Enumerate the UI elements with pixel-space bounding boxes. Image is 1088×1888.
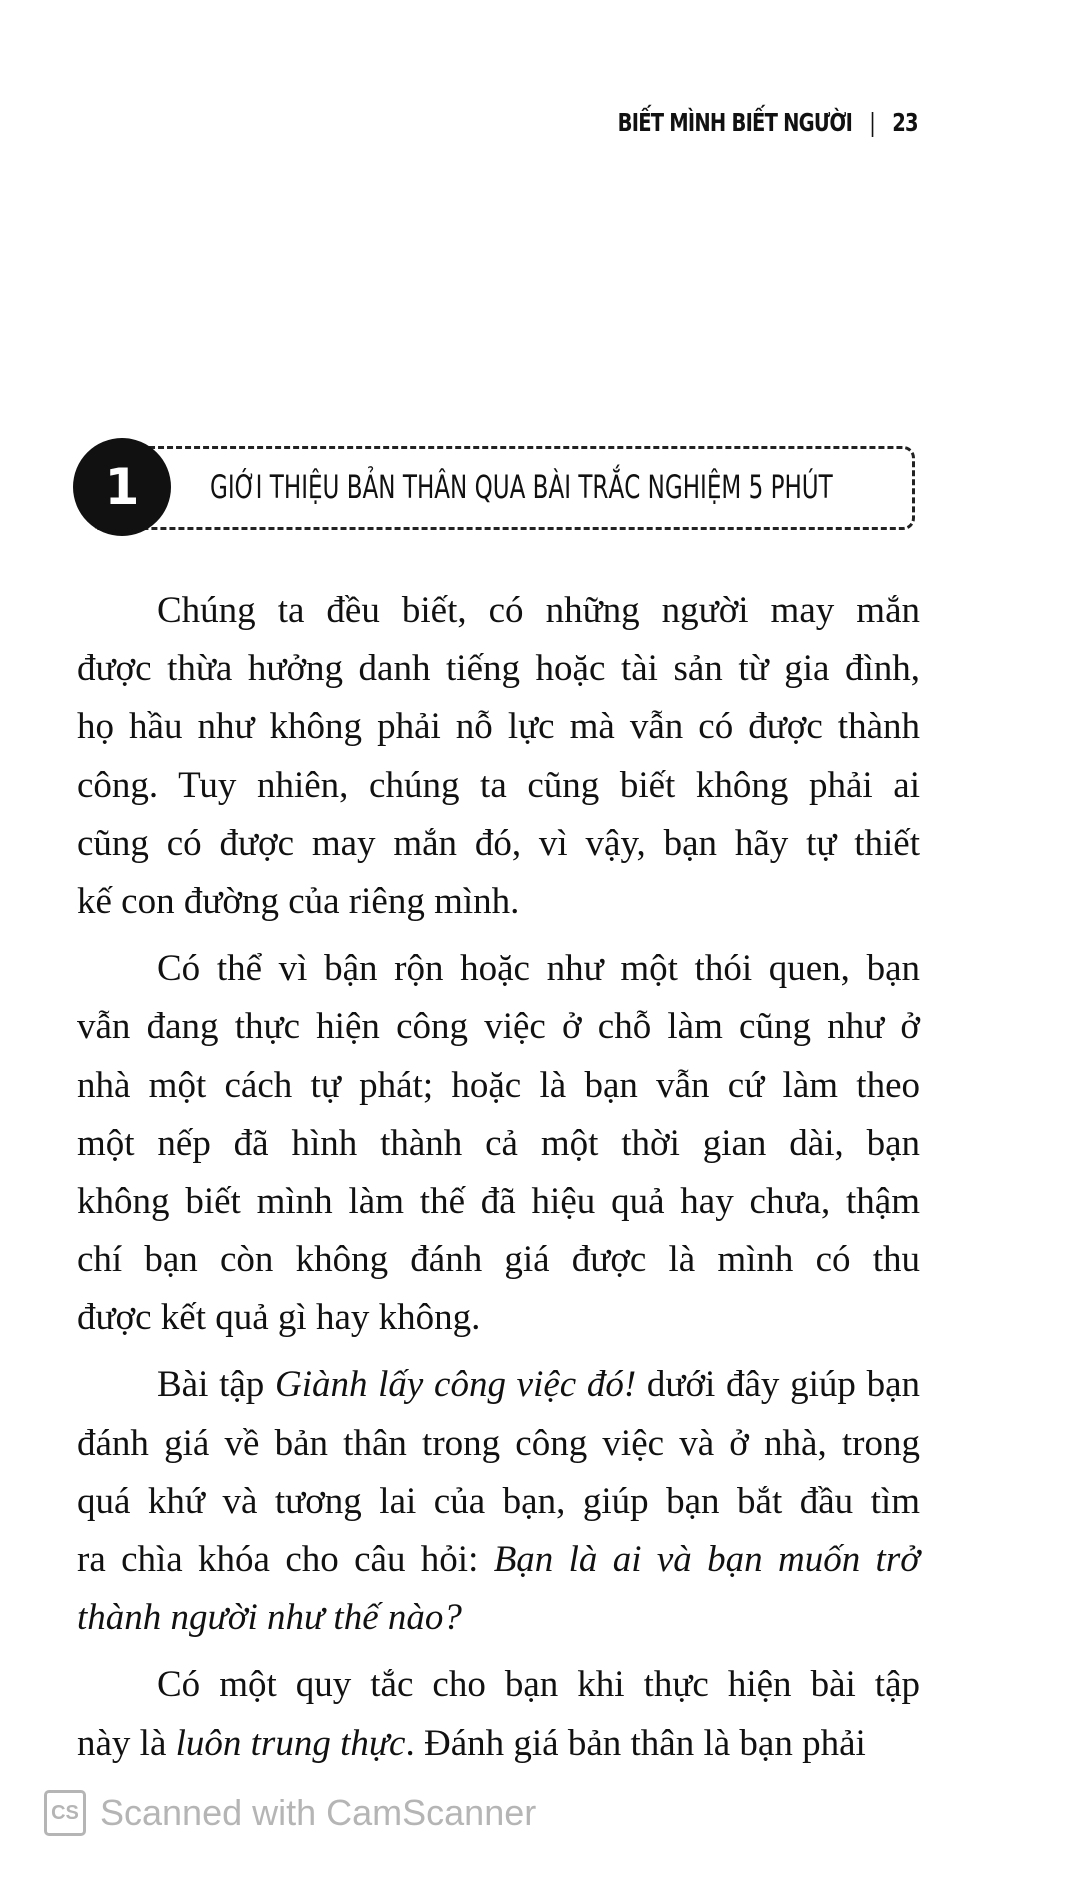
text-line [77,1531,920,1589]
text-segment: họ hầu như không phải nỗ lực mà vẫn có được thành [77,706,920,748]
text-line [77,1115,920,1173]
italic-text: Giành lấy công việc đó! [274,1364,637,1406]
text-segment: được thừa hưởng danh tiếng hoặc tài sản từ gia đình, [77,648,920,690]
paragraph [77,582,920,931]
text-line [77,940,920,998]
text-line [77,1656,920,1714]
text-segment: Chúng ta đều biết, có những người may mắn [157,590,920,631]
text-line [77,582,920,640]
text-segment: Bài tập [157,1364,275,1406]
text-segment: một nếp đã hình thành cả một thời gian dài, bạn [77,1122,920,1164]
camscanner-watermark [44,1790,536,1836]
text-segment: cũng có được may mắn đó, vì vậy, bạn hãy tự thiết [77,822,920,864]
body-text [77,582,920,1782]
text-line [77,1415,920,1473]
text-segment: quá khứ và tương lai của bạn, giúp bạn bắt đầu tìm [77,1480,920,1522]
text-segment: đánh giá về bản thân trong công việc và ở nhà, trong [77,1422,920,1464]
text-line [77,1473,920,1531]
text-line [77,873,920,931]
text-segment: . Đánh giá bản thân là bạn phải [405,1722,866,1764]
text-segment: ra chìa khóa cho câu hỏi: [77,1539,494,1580]
text-line [77,698,920,756]
text-segment: Có thể vì bận rộn hoặc như một thói quen, bạn [157,948,920,990]
watermark-text: Scanned with CamScanner [100,1792,537,1833]
text-segment: vẫn đang thực hiện công việc ở chỗ làm cũng như ở [77,1006,920,1048]
italic-text: Bạn là ai và bạn muốn trở [493,1539,920,1580]
page-number: 23 [892,108,918,137]
italic-text: luôn trung thực [175,1722,406,1764]
text-line [77,998,920,1056]
book-title: BIẾT MÌNH BIẾT NGƯỜI [617,108,853,137]
text-segment: không biết mình làm thế đã hiệu quả hay chưa, thậm [77,1180,920,1222]
section-number-badge: 1 [73,438,171,536]
paragraph [77,1656,920,1772]
camscanner-logo-icon: CS [44,1790,86,1836]
header-separator: | [869,108,876,137]
text-segment: kế con đường của riêng mình. [77,880,520,922]
text-segment: được kết quả gì hay không. [77,1297,481,1339]
text-line [77,757,920,815]
text-line [77,1589,920,1647]
text-segment: Có một quy tắc cho bạn khi thực hiện bài tập [157,1664,920,1706]
text-line [77,1356,920,1414]
text-line [77,1173,920,1231]
text-line [77,815,920,873]
paragraph [77,940,920,1347]
italic-text: thành người như thế nào? [77,1597,462,1639]
running-header [618,108,918,137]
text-segment: này là [77,1722,176,1764]
text-line [77,1231,920,1289]
text-line [77,1715,920,1773]
text-line [77,1057,920,1115]
text-segment: chí bạn còn không đánh giá được là mình có thu [77,1239,920,1281]
text-segment: công. Tuy nhiên, chúng ta cũng biết không phải ai [77,764,920,806]
text-line [77,640,920,698]
section-title: GIỚI THIỆU BẢN THÂN QUA BÀI TRẮC NGHIỆM 5 PHÚT [210,468,833,506]
text-line [77,1289,920,1347]
text-segment: dưới đây giúp bạn [636,1364,920,1406]
text-segment: nhà một cách tự phát; hoặc là bạn vẫn cứ làm theo [77,1064,920,1106]
paragraph [77,1356,920,1647]
